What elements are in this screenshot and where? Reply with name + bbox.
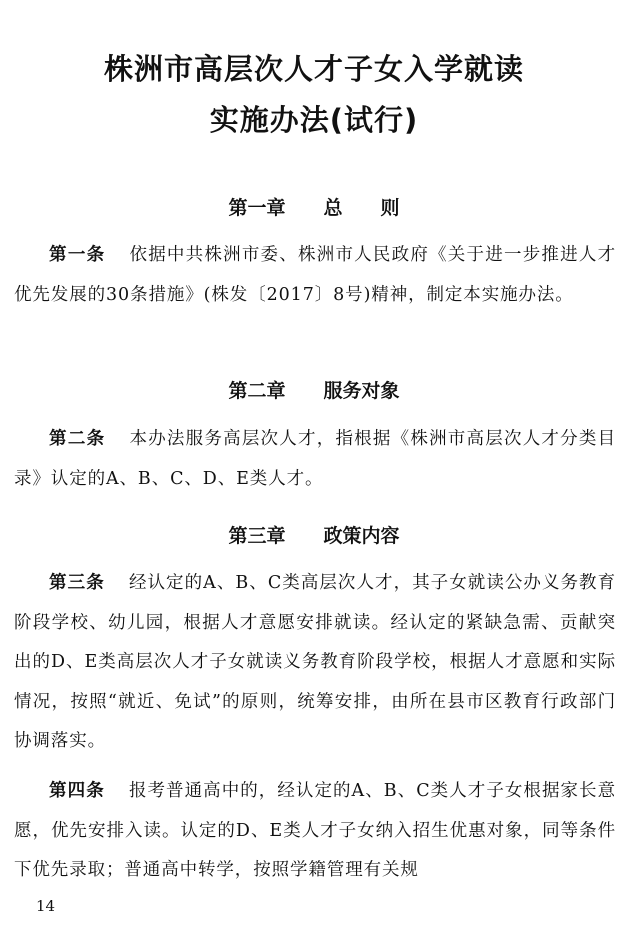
article-2 [14,420,616,499]
article-1-text: 依据中共株洲市委、株洲市人民政府《关于进一步推进人才优先发展的30条措施》(株发〔2017〕8号)精神，制定本实施办法。 [14,245,617,305]
article-3 [14,564,616,762]
chapter-heading-3: 第三章 政策内容 [228,525,400,547]
chapter-heading-2: 第二章 服务对象 [228,380,400,402]
document-title-line-1: 株洲市高层次人才子女入学就读 [103,52,524,86]
page-number: 14 [36,897,56,915]
article-4-text: 报考普通高中的，经认定的A、B、C类人才子女根据家长意愿，优先安排入读。认定的D、E类人才子女纳入招生优惠对象，同等条件下优先录取；普通高中转学，按照学籍管理有关规 [14,781,617,880]
chapter-heading-1: 第一章 总 则 [228,197,400,219]
article-3-text: 经认定的A、B、C类高层次人才，其子女就读公办义务教育阶段学校、幼儿园，根据人才意愿安排就读。经认定的紧缺急需、贡献突出的D、E类高层次人才子女就读义务教育阶段学校，根据人才意愿和实际情况，按照“就近、免试”的原则，统筹安排，由所在县市区教育行政部门协调落实。 [14,573,617,751]
article-4-label: 第四条 [49,781,105,801]
document-title-line-2: 实施办法(试行) [209,103,419,137]
article-3-label: 第三条 [49,573,105,593]
article-1 [14,236,616,315]
article-2-label: 第二条 [49,429,106,449]
article-2-text: 本办法服务高层次人才，指根据《株洲市高层次人才分类目录》认定的A、B、C、D、E类人才。 [14,429,617,489]
article-4 [14,772,616,891]
article-1-label: 第一条 [49,245,106,265]
